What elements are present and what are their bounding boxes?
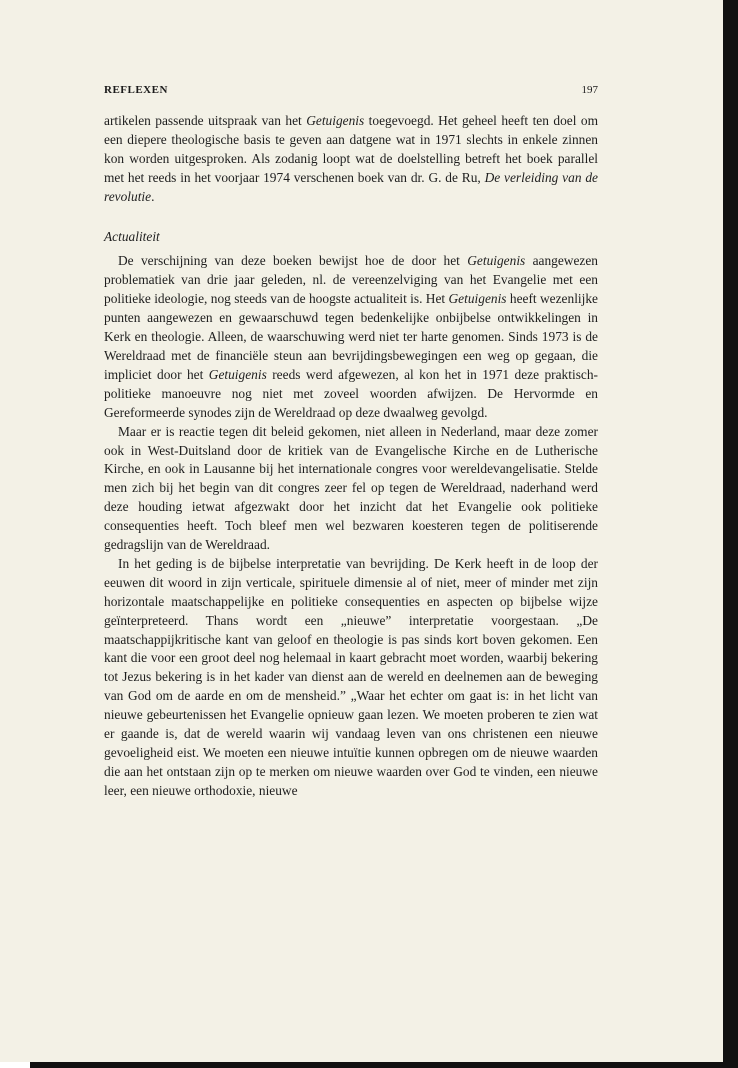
paragraph: De verschijning van deze boeken bewijst hoe de door het Getuigenis aangewezen problematiek van drie jaar geleden, nl. de vereenzelviging van het Evangelie met een politieke ideologie, nog steeds van de hoogste actualiteit is. Het Getuigenis heeft wezenlijke punten aangewezen en gewaarschuwd tegen bedenkelijke onbijbelse ontwikkelingen in Kerk en theologie. Alleen, de waarschuwing werd niet ter harte genomen. Sinds 1973 is de Wereldraad met de financiële steun aan bevrijdingsbewegingen een weg op gegaan, die impliciet door het Getuigenis reeds werd afgewezen, al kon het in 1971 deze praktisch-politieke manoeuvre nog niet met zoveel woorden afwijzen. De Hervormde en Gereformeerde synodes zijn de Wereldraad op deze dwaalweg gevolgd.: [104, 253, 599, 420]
body-text: [104, 112, 598, 801]
book-title-ref: Getuigenis: [306, 113, 365, 128]
section-heading: Actualiteit: [104, 228, 160, 244]
book-title-ref: Getuigenis: [467, 253, 526, 269]
running-title: REFLEXEN: [104, 84, 168, 96]
paragraph: Maar er is reactie tegen dit beleid gekomen, niet alleen in Nederland, maar deze zomer ook in West-Duitsland door de kritiek van de Evangelische Kirche en de Lutherische Kirche, en ook in Lausanne bij het internationale congres voor wereldevangelisatie. Stelde men zich bij het begin van dit congres zeer fel op tegen de Wereldraad, naderhand werd deze houding ietwat afgezwakt door het inzicht dat het Evangelie ook politieke consequenties heeft. Toch bleef men wel bezwaren koesteren tegen de politiserende gedragslijn van de Wereldraad.: [104, 423, 598, 553]
running-head: [104, 84, 598, 100]
book-title-ref: Getuigenis: [208, 366, 267, 382]
paragraph: In het geding is de bijbelse interpretatie van bevrijding. De Kerk heeft in de loop der eeuwen dit woord in zijn verticale, spirituele dimensie al of niet, meer of minder met zijn horizontale maatschappelijke en politieke consequenties en aspecten op bijbelse wijze geïnterpreteerd. Thans wordt een „nieuwe” interpretatie voorgestaan. „De maatschappijkritische kant van geloof en theologie is pas sinds kort boven gekomen. Een kant die voor een groot deel nog helemaal in kaart gebracht moet worden, waarbij bekering tot Jezus bekering is in het kader van dienst aan de wereld en deelnemen aan de beweging van God om de aarde en om de mensheid.” „Waar het echter om gaat is: in het licht van nieuwe gebeurtenissen het Evangelie opnieuw gaan lezen. We moeten proberen te zien wat er gaande is, dat de wereld waarin wij vandaag leven van ons christenen een nieuwe gevoeligheid eist. We moeten een nieuwe intuïtie kunnen opbregen om de nieuwe waarden die aan het ontstaan zijn op te merken om nieuwe waarden over God te vinden, een nieuwe leer, een nieuwe orthodoxie, nieuwe: [104, 555, 598, 798]
scan-edge-bottom: [30, 1062, 738, 1068]
scan-edge-right: [723, 0, 738, 1068]
book-title-ref: De verleiding van de revolutie: [104, 169, 598, 204]
book-title-ref: Getuigenis: [448, 291, 507, 307]
paragraph-intro: artikelen passende uitspraak van het Getuigenis toegevoegd. Het geheel heeft ten doel om een diepere theologische basis te geven aan datgene wat in 1971 slechts in enkele zinnen kon worden uitgesproken. Als zodanig loopt wat de doelstelling betreft het boek parallel met het reeds in het voorjaar 1974 verschenen boek van dr. G. de Ru, De verleiding van de revolutie.: [104, 113, 598, 204]
page-number: 197: [581, 84, 598, 96]
